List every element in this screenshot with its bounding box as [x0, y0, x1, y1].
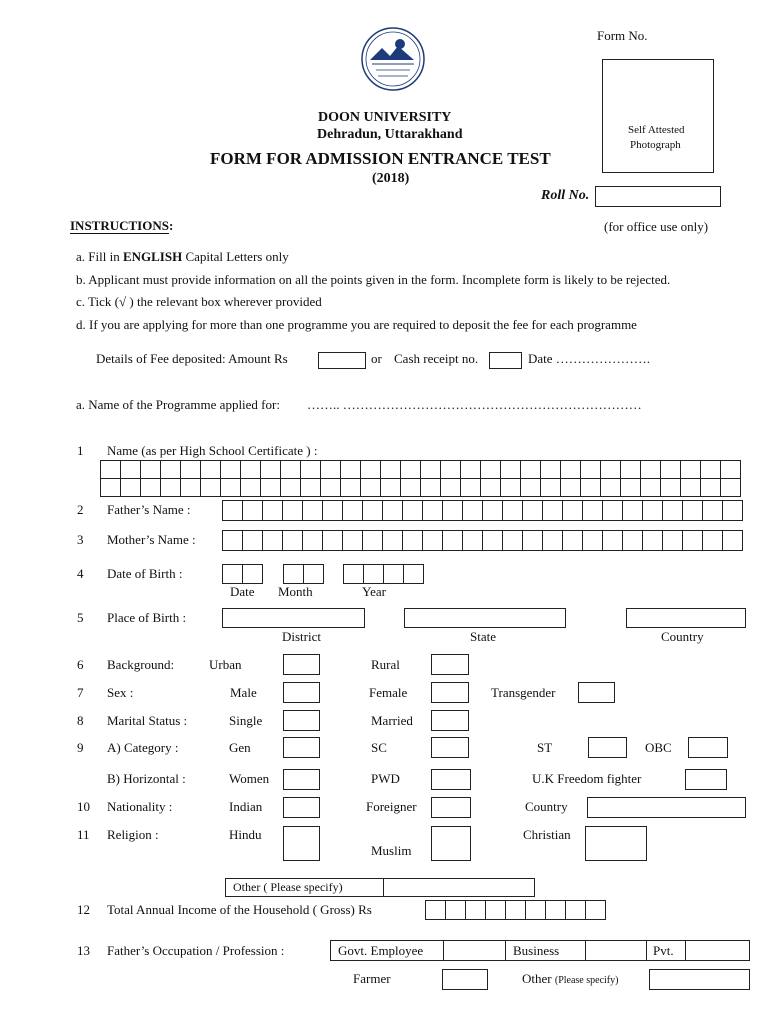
instruction-d: d. If you are applying for more than one programme you are required to deposit the fee for each programme: [76, 317, 637, 332]
occupation-pvt-checkbox[interactable]: [685, 940, 750, 961]
occupation-other-field[interactable]: [649, 969, 750, 990]
category-obc-checkbox[interactable]: [688, 737, 728, 758]
father-name-grid: [222, 500, 743, 521]
pob-label: Place of Birth :: [107, 610, 187, 625]
mother-name-char-cell[interactable]: [282, 530, 303, 551]
father-name-char-cell[interactable]: [382, 500, 403, 521]
father-name-char-cell[interactable]: [282, 500, 303, 521]
name-char-cell[interactable]: [340, 478, 361, 497]
mother-name-char-cell[interactable]: [622, 530, 643, 551]
form-title: FORM FOR ADMISSION ENTRANCE TEST: [210, 149, 551, 168]
category-sc-label: SC: [371, 740, 387, 755]
field-4-num: 4: [77, 566, 84, 581]
name-char-cell[interactable]: [220, 460, 241, 479]
occupation-other-text: Other: [522, 971, 552, 986]
father-name-char-cell[interactable]: [402, 500, 423, 521]
category-gen-label: Gen: [229, 740, 251, 755]
name-char-cell[interactable]: [240, 478, 261, 497]
roll-no-label: Roll No.: [541, 188, 590, 203]
horizontal-label: B) Horizontal :: [107, 771, 186, 786]
photo-box[interactable]: [602, 59, 714, 173]
dob-date-grid: [222, 564, 263, 584]
name-char-cell[interactable]: [640, 478, 661, 497]
instruction-a: [76, 249, 289, 265]
sex-transgender-checkbox[interactable]: [578, 682, 615, 703]
photo-label-1: Self Attested: [628, 124, 685, 136]
programme-field[interactable]: …….. ……………………………………………………………: [307, 397, 642, 412]
name-char-cell[interactable]: [180, 478, 201, 497]
field-10-num: 10: [77, 799, 90, 814]
religion-hindu-checkbox[interactable]: [283, 826, 320, 861]
dob-year-grid: [343, 564, 424, 584]
religion-other-box: [225, 878, 384, 897]
father-name-char-cell[interactable]: [362, 500, 383, 521]
name-char-cell[interactable]: [580, 478, 601, 497]
occupation-farmer-checkbox[interactable]: [442, 969, 488, 990]
name-char-cell[interactable]: [120, 478, 141, 497]
religion-christian-checkbox[interactable]: [585, 826, 647, 861]
photo-label-2: Photograph: [630, 139, 681, 151]
name-char-cell[interactable]: [680, 478, 701, 497]
dob-month-cell[interactable]: [303, 564, 324, 584]
name-char-cell[interactable]: [320, 460, 341, 479]
background-label: Background:: [107, 657, 175, 672]
name-char-cell[interactable]: [360, 460, 381, 479]
pob-state-field[interactable]: [404, 608, 566, 628]
dob-year-cell[interactable]: [383, 564, 404, 584]
mother-name-char-cell[interactable]: [562, 530, 583, 551]
pob-country-caption: Country: [661, 629, 704, 644]
name-label: Name (as per High School Certificate ) :: [107, 443, 318, 458]
fee-amount-field[interactable]: [318, 352, 366, 369]
mother-name-char-cell[interactable]: [402, 530, 423, 551]
name-char-cell[interactable]: [340, 460, 361, 479]
name-char-cell[interactable]: [660, 478, 681, 497]
marital-married-label: Married: [371, 713, 413, 728]
horizontal-freedom-fighter-checkbox[interactable]: [685, 769, 727, 790]
occupation-farmer-label: Farmer: [353, 971, 391, 986]
instruction-a-pre: a. Fill in: [76, 249, 123, 264]
pob-state-caption: State: [470, 629, 496, 644]
mother-name-char-cell[interactable]: [302, 530, 323, 551]
religion-other-field[interactable]: [383, 878, 535, 897]
name-char-cell[interactable]: [200, 460, 221, 479]
programme-label: a. Name of the Programme applied for:: [76, 397, 280, 412]
name-char-cell[interactable]: [680, 460, 701, 479]
father-name-char-cell[interactable]: [662, 500, 683, 521]
occupation-label: Father’s Occupation / Profession :: [107, 943, 285, 958]
name-grid-row-2: [100, 478, 741, 497]
mother-name-char-cell[interactable]: [522, 530, 543, 551]
name-char-cell[interactable]: [400, 460, 421, 479]
religion-muslim-label: Muslim: [371, 843, 412, 858]
name-char-cell[interactable]: [560, 460, 581, 479]
instruction-a-post: Capital Letters only: [182, 249, 289, 264]
instruction-b: b. Applicant must provide information on all the points given in the form. Incomplete form is likely to be rejected.: [76, 272, 671, 287]
instructions-label: INSTRUCTIONS: [70, 218, 169, 233]
mother-name-char-cell[interactable]: [722, 530, 743, 551]
horizontal-pwd-label: PWD: [371, 771, 400, 786]
father-name-char-cell[interactable]: [602, 500, 623, 521]
fee-details-label: Details of Fee deposited: Amount Rs: [96, 351, 288, 366]
father-name-char-cell[interactable]: [302, 500, 323, 521]
office-use-note: (for office use only): [604, 219, 709, 234]
nationality-foreigner-label: Foreigner: [366, 799, 417, 814]
father-name-char-cell[interactable]: [502, 500, 523, 521]
name-char-cell[interactable]: [620, 478, 641, 497]
occupation-govt-checkbox[interactable]: [443, 940, 506, 961]
income-label: Total Annual Income of the Household ( Gross) Rs: [107, 902, 372, 917]
sex-male-checkbox[interactable]: [283, 682, 320, 703]
name-char-cell[interactable]: [480, 460, 501, 479]
name-grid-row-1: [100, 460, 741, 479]
marital-single-checkbox[interactable]: [283, 710, 320, 731]
university-name: DOON UNIVERSITY: [318, 110, 452, 125]
mother-name-char-cell[interactable]: [542, 530, 563, 551]
nationality-country-field[interactable]: [587, 797, 746, 818]
nationality-country-label: Country: [525, 799, 568, 814]
horizontal-women-checkbox[interactable]: [283, 769, 320, 790]
name-char-cell[interactable]: [540, 460, 561, 479]
dob-year-cell[interactable]: [343, 564, 364, 584]
name-char-cell[interactable]: [500, 460, 521, 479]
occupation-govt-box: [330, 940, 444, 961]
field-11-num: 11: [77, 827, 90, 842]
father-name-char-cell[interactable]: [342, 500, 363, 521]
mother-name-char-cell[interactable]: [382, 530, 403, 551]
form-no-label: Form No.: [597, 28, 648, 43]
nationality-indian-checkbox[interactable]: [283, 797, 320, 818]
mother-name-label: Mother’s Name :: [107, 532, 196, 547]
name-char-cell[interactable]: [500, 478, 521, 497]
pob-district-field[interactable]: [222, 608, 365, 628]
name-char-cell[interactable]: [440, 460, 461, 479]
income-digit-cell[interactable]: [465, 900, 486, 920]
dob-month-caption: Month: [278, 584, 313, 599]
field-2-num: 2: [77, 502, 84, 517]
dob-year-cell[interactable]: [403, 564, 424, 584]
name-char-cell[interactable]: [520, 460, 541, 479]
form-year: (2018): [372, 171, 410, 186]
name-char-cell[interactable]: [580, 460, 601, 479]
pob-district-caption: District: [282, 629, 321, 644]
father-name-char-cell[interactable]: [262, 500, 283, 521]
name-char-cell[interactable]: [600, 478, 621, 497]
occupation-pvt-box: [646, 940, 686, 961]
name-char-cell[interactable]: [540, 478, 561, 497]
mother-name-char-cell[interactable]: [662, 530, 683, 551]
father-name-char-cell[interactable]: [682, 500, 703, 521]
mother-name-char-cell[interactable]: [682, 530, 703, 551]
income-digit-cell[interactable]: [545, 900, 566, 920]
mother-name-char-cell[interactable]: [222, 530, 243, 551]
university-location: Dehradun, Uttarakhand: [317, 127, 463, 142]
name-char-cell[interactable]: [620, 460, 641, 479]
name-char-cell[interactable]: [260, 460, 281, 479]
name-char-cell[interactable]: [260, 478, 281, 497]
name-char-cell[interactable]: [440, 478, 461, 497]
name-char-cell[interactable]: [720, 478, 741, 497]
dob-month-grid: [283, 564, 324, 584]
name-char-cell[interactable]: [660, 460, 681, 479]
mother-name-char-cell[interactable]: [242, 530, 263, 551]
mother-name-char-cell[interactable]: [582, 530, 603, 551]
income-digit-cell[interactable]: [525, 900, 546, 920]
religion-muslim-checkbox[interactable]: [431, 826, 471, 861]
religion-christian-label: Christian: [523, 827, 571, 842]
name-char-cell[interactable]: [720, 460, 741, 479]
marital-single-label: Single: [229, 713, 263, 728]
horizontal-freedom-fighter-label: U.K Freedom fighter: [532, 771, 642, 786]
nationality-foreigner-checkbox[interactable]: [431, 797, 471, 818]
fee-date-label: Date ………………….: [528, 351, 651, 366]
name-char-cell[interactable]: [460, 460, 481, 479]
father-name-char-cell[interactable]: [242, 500, 263, 521]
religion-label: Religion :: [107, 827, 159, 842]
name-char-cell[interactable]: [280, 460, 301, 479]
occupation-pvt-label: Pvt.: [653, 943, 674, 958]
instruction-c: c. Tick (√ ) the relevant box wherever provided: [76, 294, 322, 309]
instruction-a-bold: ENGLISH: [122, 249, 183, 264]
name-char-cell[interactable]: [140, 478, 161, 497]
mother-name-char-cell[interactable]: [462, 530, 483, 551]
name-char-cell[interactable]: [560, 478, 581, 497]
occupation-business-checkbox[interactable]: [585, 940, 647, 961]
name-char-cell[interactable]: [200, 478, 221, 497]
name-char-cell[interactable]: [240, 460, 261, 479]
sex-female-checkbox[interactable]: [431, 682, 469, 703]
sex-female-label: Female: [369, 685, 408, 700]
cash-receipt-label: Cash receipt no.: [394, 351, 479, 366]
mother-name-char-cell[interactable]: [602, 530, 623, 551]
father-name-char-cell[interactable]: [322, 500, 343, 521]
field-7-num: 7: [77, 685, 84, 700]
instructions-colon: :: [168, 218, 174, 233]
mother-name-char-cell[interactable]: [702, 530, 723, 551]
mother-name-grid: [222, 530, 743, 551]
father-name-char-cell[interactable]: [542, 500, 563, 521]
category-st-label: ST: [537, 740, 553, 755]
occupation-govt-label: Govt. Employee: [338, 943, 424, 958]
name-char-cell[interactable]: [420, 460, 441, 479]
roll-no-field[interactable]: [595, 186, 721, 207]
father-name-label: Father’s Name :: [107, 502, 191, 517]
mother-name-char-cell[interactable]: [262, 530, 283, 551]
income-grid: [425, 900, 606, 920]
dob-month-cell[interactable]: [283, 564, 304, 584]
name-char-cell[interactable]: [700, 478, 721, 497]
name-char-cell[interactable]: [460, 478, 481, 497]
name-char-cell[interactable]: [600, 460, 621, 479]
name-char-cell[interactable]: [700, 460, 721, 479]
mother-name-char-cell[interactable]: [322, 530, 343, 551]
father-name-char-cell[interactable]: [442, 500, 463, 521]
father-name-char-cell[interactable]: [222, 500, 243, 521]
income-digit-cell[interactable]: [505, 900, 526, 920]
father-name-char-cell[interactable]: [642, 500, 663, 521]
father-name-char-cell[interactable]: [722, 500, 743, 521]
dob-label: Date of Birth :: [107, 566, 183, 581]
sex-transgender-label: Transgender: [491, 685, 556, 700]
income-digit-cell[interactable]: [425, 900, 446, 920]
dob-date-caption: Date: [230, 584, 255, 599]
background-rural-label: Rural: [371, 657, 400, 672]
occupation-business-box: [505, 940, 586, 961]
pob-country-field[interactable]: [626, 608, 746, 628]
occupation-other-label: [522, 971, 618, 987]
horizontal-women-label: Women: [229, 771, 270, 786]
mother-name-char-cell[interactable]: [442, 530, 463, 551]
cash-receipt-field[interactable]: [489, 352, 522, 369]
name-char-cell[interactable]: [400, 478, 421, 497]
mother-name-char-cell[interactable]: [362, 530, 383, 551]
name-char-cell[interactable]: [520, 478, 541, 497]
dob-year-cell[interactable]: [363, 564, 384, 584]
horizontal-pwd-checkbox[interactable]: [431, 769, 471, 790]
fee-or-label: or: [371, 351, 382, 366]
field-6-num: 6: [77, 657, 84, 672]
father-name-char-cell[interactable]: [622, 500, 643, 521]
occupation-business-label: Business: [513, 943, 560, 958]
name-char-cell[interactable]: [100, 460, 121, 479]
field-9-num: 9: [77, 740, 84, 755]
name-char-cell[interactable]: [300, 478, 321, 497]
name-char-cell[interactable]: [380, 478, 401, 497]
mother-name-char-cell[interactable]: [502, 530, 523, 551]
dob-year-caption: Year: [362, 584, 386, 599]
name-char-cell[interactable]: [180, 460, 201, 479]
name-char-cell[interactable]: [640, 460, 661, 479]
marital-label: Marital Status :: [107, 713, 188, 728]
name-char-cell[interactable]: [160, 460, 181, 479]
category-gen-checkbox[interactable]: [283, 737, 320, 758]
income-digit-cell[interactable]: [585, 900, 606, 920]
name-char-cell[interactable]: [120, 460, 141, 479]
name-char-cell[interactable]: [140, 460, 161, 479]
background-urban-label: Urban: [209, 657, 242, 672]
religion-other-label: Other ( Please specify): [233, 880, 343, 894]
dob-date-cell[interactable]: [242, 564, 263, 584]
income-digit-cell[interactable]: [445, 900, 466, 920]
name-char-cell[interactable]: [280, 478, 301, 497]
father-name-char-cell[interactable]: [522, 500, 543, 521]
category-sc-checkbox[interactable]: [431, 737, 469, 758]
category-st-checkbox[interactable]: [588, 737, 627, 758]
father-name-char-cell[interactable]: [462, 500, 483, 521]
mother-name-char-cell[interactable]: [422, 530, 443, 551]
background-rural-checkbox[interactable]: [431, 654, 469, 675]
name-char-cell[interactable]: [160, 478, 181, 497]
father-name-char-cell[interactable]: [422, 500, 443, 521]
dob-date-cell[interactable]: [222, 564, 243, 584]
name-char-cell[interactable]: [100, 478, 121, 497]
sex-label: Sex :: [107, 685, 134, 700]
field-1-num: 1: [77, 443, 84, 458]
name-char-cell[interactable]: [360, 478, 381, 497]
name-char-cell[interactable]: [380, 460, 401, 479]
mother-name-char-cell[interactable]: [342, 530, 363, 551]
nationality-indian-label: Indian: [229, 799, 263, 814]
father-name-char-cell[interactable]: [702, 500, 723, 521]
name-char-cell[interactable]: [480, 478, 501, 497]
name-char-cell[interactable]: [300, 460, 321, 479]
category-obc-label: OBC: [645, 740, 672, 755]
name-char-cell[interactable]: [420, 478, 441, 497]
mother-name-char-cell[interactable]: [642, 530, 663, 551]
background-urban-checkbox[interactable]: [283, 654, 320, 675]
income-digit-cell[interactable]: [485, 900, 506, 920]
nationality-label: Nationality :: [107, 799, 173, 814]
field-8-num: 8: [77, 713, 84, 728]
field-13-num: 13: [77, 943, 90, 958]
religion-hindu-label: Hindu: [229, 827, 262, 842]
name-char-cell[interactable]: [320, 478, 341, 497]
name-char-cell[interactable]: [220, 478, 241, 497]
university-logo-icon: [360, 26, 426, 92]
instructions-heading: [70, 218, 173, 234]
occupation-other-note: (Please specify): [554, 975, 619, 986]
father-name-char-cell[interactable]: [562, 500, 583, 521]
mother-name-char-cell[interactable]: [482, 530, 503, 551]
field-5-num: 5: [77, 610, 84, 625]
father-name-char-cell[interactable]: [482, 500, 503, 521]
marital-married-checkbox[interactable]: [431, 710, 469, 731]
father-name-char-cell[interactable]: [582, 500, 603, 521]
field-12-num: 12: [77, 902, 90, 917]
category-label: A) Category :: [107, 740, 179, 755]
income-digit-cell[interactable]: [565, 900, 586, 920]
field-3-num: 3: [77, 532, 84, 547]
sex-male-label: Male: [230, 685, 257, 700]
